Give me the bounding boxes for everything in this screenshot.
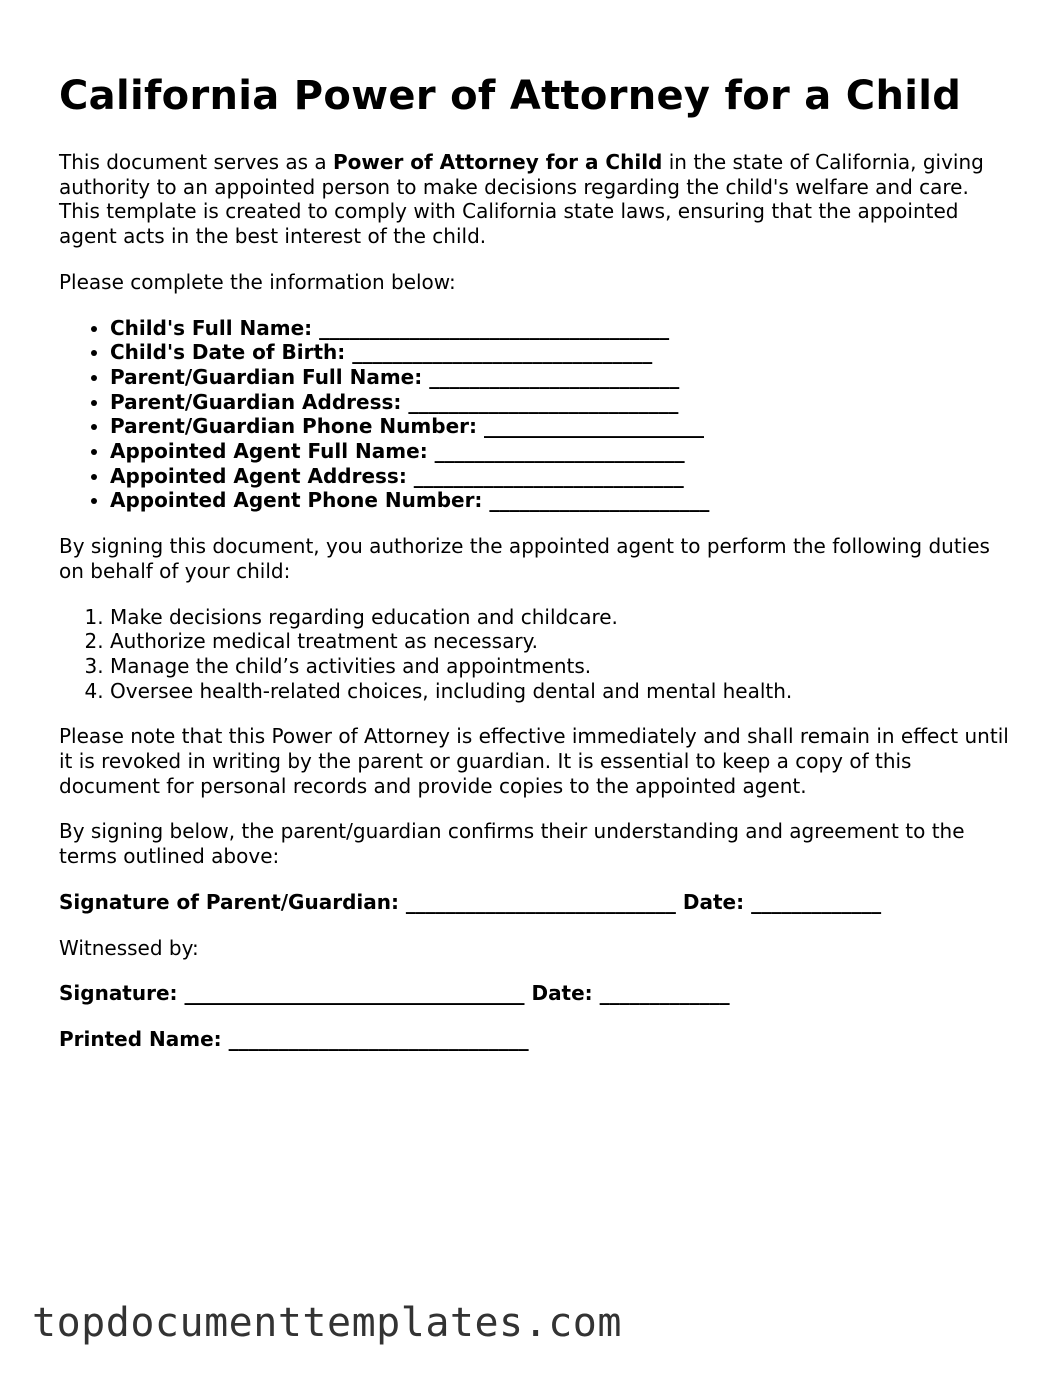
intro-text-after: in the state of California, giving authority to an appointed person to make decisions regarding the child's welfare and care. This template is created to comply with California state laws, ensuring that the appointed agent acts in the best interest of the child. (59, 150, 984, 249)
field-agent-phone: • Appointed Agent Phone Number: ______________________ (110, 488, 1009, 513)
field-guardian-full-name: • Parent/Guardian Full Name: _________________________ (110, 365, 1009, 390)
watermark-footer: topdocumenttemplates.com (32, 1300, 622, 1346)
witness-printed-name-line: Printed Name: ______________________________ (59, 1026, 529, 1051)
field-guardian-phone: • Parent/Guardian Phone Number: ______________________ (110, 414, 1009, 439)
witnessed-by-label: Witnessed by: (59, 935, 199, 960)
field-agent-address: • Appointed Agent Address: ___________________________ (110, 464, 1009, 489)
field-guardian-address: • Parent/Guardian Address: ___________________________ (110, 390, 1009, 415)
document-page (59, 72, 1009, 1073)
instructions-text: Please complete the information below: (59, 269, 456, 294)
intro-paragraph (59, 150, 1009, 249)
effective-note: Please note that this Power of Attorney is effective immediately and shall remain in effect until it is revoked in writing by the parent or guardian. It is essential to keep a copy of this document for personal records and provide copies to the appointed agent. (59, 724, 1009, 798)
page-title: California Power of Attorney for a Child (59, 73, 962, 119)
intro-text-before: This document serves as a (59, 150, 334, 174)
field-child-dob: • Child's Date of Birth: ______________________________ (110, 340, 1009, 365)
duty-item: 1. Make decisions regarding education and childcare. (110, 605, 1009, 630)
duties-list (59, 605, 1009, 704)
agreement-text: By signing below, the parent/guardian confirms their understanding and agreement to the terms outlined above: (59, 819, 965, 869)
duty-item: 4. Oversee health-related choices, including dental and mental health. (110, 679, 1009, 704)
fields-list (59, 316, 1009, 514)
witness-signature-line: Signature: __________________________________ Date: _____________ (59, 981, 730, 1006)
duty-item: 3. Manage the child’s activities and appointments. (110, 654, 1009, 679)
field-agent-full-name: • Appointed Agent Full Name: _________________________ (110, 439, 1009, 464)
parent-signature-line: Signature of Parent/Guardian: ___________________________ Date: _____________ (59, 889, 882, 914)
duty-item: 2. Authorize medical treatment as necessary. (110, 629, 1009, 654)
field-child-full-name: • Child's Full Name: ___________________________________ (110, 316, 1009, 341)
intro-text-bold: Power of Attorney for a Child (333, 150, 663, 174)
duties-intro: By signing this document, you authorize the appointed agent to perform the following duties on behalf of your child: (59, 534, 990, 583)
